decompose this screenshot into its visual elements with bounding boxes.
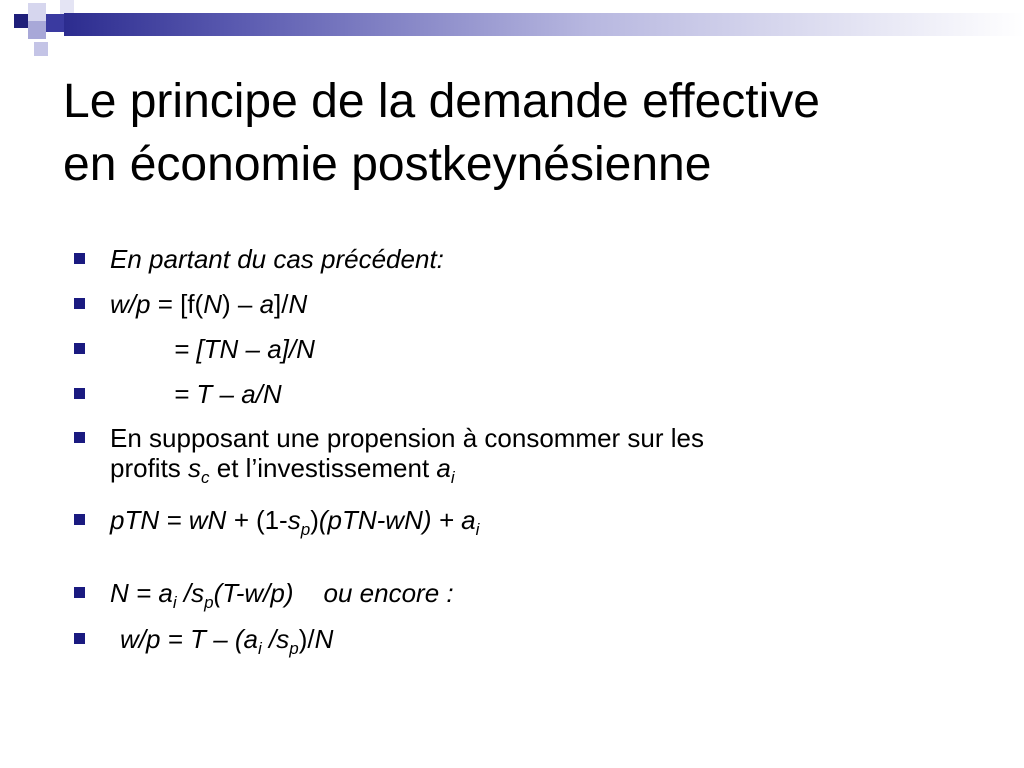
formula-part: = [f( bbox=[150, 289, 204, 319]
decor-square bbox=[60, 0, 74, 14]
formula-part: (pTN-wN) + a bbox=[318, 505, 476, 535]
decor-square bbox=[46, 14, 64, 32]
bullet-square-icon bbox=[74, 253, 85, 264]
list-item bbox=[0, 423, 1024, 505]
list-item bbox=[0, 334, 1024, 379]
formula-part: / bbox=[176, 578, 192, 608]
decor-square bbox=[28, 21, 46, 39]
formula-part: a bbox=[436, 453, 451, 483]
decor-square bbox=[14, 14, 28, 28]
formula-part: )/ bbox=[298, 624, 315, 654]
formula-part: a bbox=[259, 289, 275, 319]
bullet-square-icon bbox=[74, 432, 85, 443]
formula-part: = T – a/N bbox=[174, 379, 282, 409]
bullet-square-icon bbox=[74, 388, 85, 399]
bullet-square-icon bbox=[74, 343, 85, 354]
bullet-square-icon bbox=[74, 298, 85, 309]
formula-part: ) – bbox=[222, 289, 260, 319]
bullet-text: ou encore : bbox=[323, 578, 454, 608]
formula-part: pTN = wN + bbox=[110, 505, 256, 535]
formula-subscript: i bbox=[172, 593, 177, 612]
slide-title-line2: en économie postkeynésienne bbox=[63, 138, 712, 191]
formula-part: = [TN – a]/N bbox=[174, 334, 315, 364]
formula-part: N bbox=[288, 289, 308, 319]
formula-part: w/p bbox=[110, 289, 151, 319]
formula-part: N = a bbox=[110, 578, 173, 608]
bullet-list bbox=[0, 244, 1024, 669]
formula-part: N bbox=[314, 624, 334, 654]
list-item bbox=[0, 578, 1024, 624]
formula-part: s bbox=[191, 578, 205, 608]
formula-part: N bbox=[203, 289, 222, 319]
decor-square bbox=[28, 3, 46, 21]
list-item bbox=[0, 379, 1024, 423]
list-item bbox=[0, 624, 1024, 669]
formula-part: ) bbox=[310, 505, 319, 535]
bullet-text: et l’investissement bbox=[209, 453, 437, 483]
bullet-square-icon bbox=[74, 587, 85, 598]
formula-subscript: p bbox=[300, 520, 311, 539]
formula-subscript: i bbox=[475, 520, 480, 539]
title-bar-gradient bbox=[64, 13, 1024, 36]
bullet-text: En supposant une propension à consommer sur les bbox=[110, 423, 705, 453]
decor-square bbox=[34, 42, 48, 56]
formula-subscript: p bbox=[289, 639, 299, 658]
formula-subscript: i bbox=[258, 639, 262, 658]
formula-part: s bbox=[188, 453, 202, 483]
formula-part: ]/ bbox=[274, 289, 289, 319]
formula-subscript: c bbox=[201, 468, 210, 487]
slide-title bbox=[63, 70, 1003, 196]
formula-part: s bbox=[287, 505, 301, 535]
slide-title-line1: Le principe de la demande effective bbox=[63, 75, 820, 128]
formula-part: (1- bbox=[255, 505, 288, 535]
bullet-square-icon bbox=[74, 514, 85, 525]
list-item bbox=[0, 289, 1024, 334]
bullet-text: profits bbox=[110, 453, 189, 483]
list-item bbox=[0, 505, 1024, 578]
formula-part: s bbox=[276, 624, 290, 654]
decorative-header bbox=[0, 0, 1024, 60]
formula-part: (T-w/p) bbox=[213, 578, 294, 608]
bullet-text: En partant du cas précédent: bbox=[110, 244, 444, 274]
formula-subscript: p bbox=[204, 593, 214, 612]
formula-subscript: i bbox=[450, 468, 455, 487]
bullet-square-icon bbox=[74, 633, 85, 644]
list-item bbox=[0, 244, 1024, 289]
formula-part: / bbox=[261, 624, 277, 654]
formula-part: w/p = T – (a bbox=[120, 624, 258, 654]
